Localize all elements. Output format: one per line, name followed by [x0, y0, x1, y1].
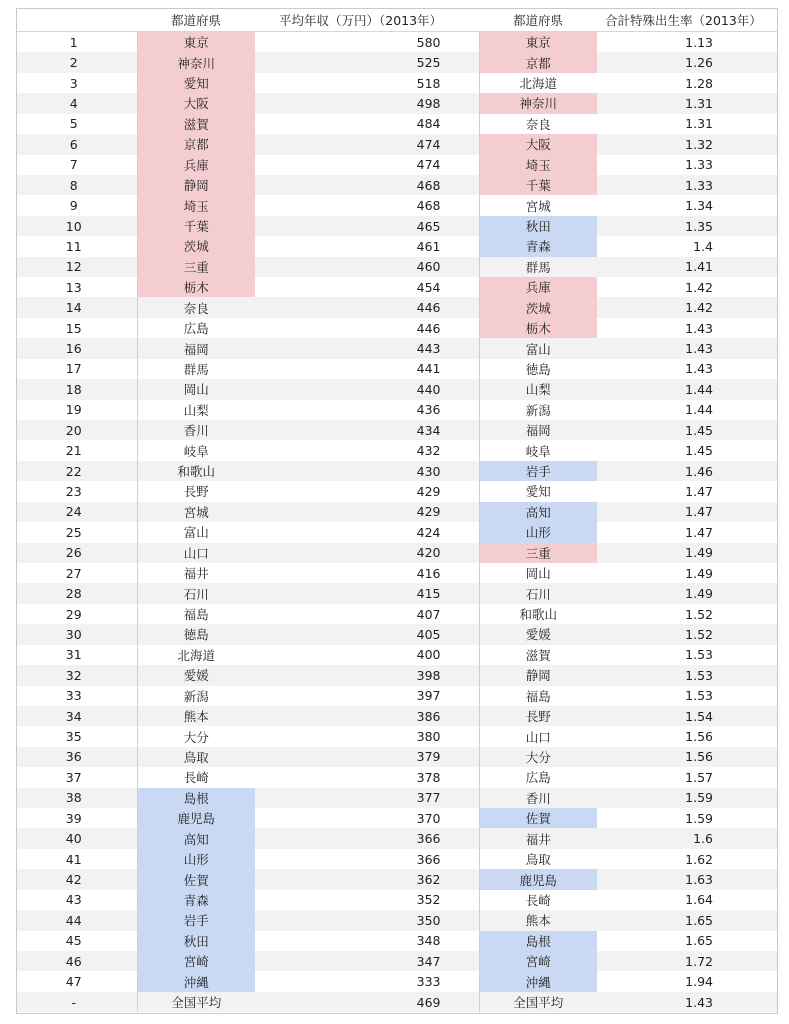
table-row — [17, 461, 777, 481]
table-row — [17, 297, 777, 317]
birthrate-prefecture-cell: 奈良 — [479, 114, 597, 134]
table-row — [17, 849, 777, 869]
birthrate-prefecture-cell: 福井 — [479, 828, 597, 848]
table-row — [17, 910, 777, 930]
rank-cell: 4 — [17, 93, 137, 113]
income-prefecture-cell: 岡山 — [137, 379, 255, 399]
birthrate-prefecture-cell: 鳥取 — [479, 849, 597, 869]
birthrate-value-cell: 1.45 — [685, 443, 713, 459]
birthrate-value-cell: 1.44 — [597, 379, 777, 399]
rank-cell: 20 — [17, 420, 137, 440]
income-value-cell: 465 — [255, 216, 479, 236]
income-prefecture-cell: 宮城 — [137, 502, 255, 522]
birthrate-prefecture-cell: 高知 — [479, 502, 597, 522]
income-value-cell: 362 — [255, 869, 479, 889]
table-row — [17, 828, 777, 848]
table-row — [17, 808, 777, 828]
birthrate-prefecture-cell: 滋賀 — [479, 645, 597, 665]
income-value-cell: 348 — [416, 933, 441, 949]
income-prefecture-cell: 石川 — [137, 583, 255, 603]
birthrate-prefecture-cell: 長崎 — [479, 890, 597, 910]
table-row — [17, 931, 777, 951]
birthrate-prefecture-cell: 香川 — [479, 788, 597, 808]
rank-cell: 36 — [17, 747, 137, 767]
table-row — [17, 726, 777, 746]
income-prefecture-cell: 京都 — [137, 134, 255, 154]
income-value-cell: 333 — [416, 974, 441, 990]
birthrate-value-cell: 1.62 — [685, 851, 713, 867]
header-prefecture-income: 都道府県 — [137, 9, 255, 32]
table-row — [17, 706, 777, 726]
income-value-cell: 460 — [255, 257, 479, 277]
table-row — [17, 236, 777, 256]
birthrate-prefecture-cell: 富山 — [479, 338, 597, 358]
income-value-cell: 446 — [255, 297, 479, 317]
birthrate-prefecture-cell: 静岡 — [479, 665, 597, 685]
birthrate-prefecture-cell: 兵庫 — [479, 277, 597, 297]
income-prefecture-cell: 沖縄 — [137, 971, 255, 991]
birthrate-prefecture-cell: 山形 — [479, 522, 597, 542]
rank-cell: 30 — [17, 624, 137, 644]
birthrate-prefecture-cell: 大阪 — [479, 134, 597, 154]
income-prefecture-cell: 香川 — [137, 420, 255, 440]
birthrate-value-cell: 1.44 — [685, 402, 713, 418]
table-row — [17, 890, 777, 910]
table-row — [17, 788, 777, 808]
rank-cell: 33 — [65, 688, 82, 704]
income-prefecture-cell: 岩手 — [137, 910, 255, 930]
birthrate-value-cell: 1.42 — [685, 279, 713, 295]
rank-cell: 19 — [65, 402, 82, 418]
income-value-cell: 443 — [255, 338, 479, 358]
income-prefecture-cell: 岐阜 — [137, 440, 255, 460]
income-value-cell: 407 — [416, 606, 441, 622]
income-value-cell: 498 — [255, 93, 479, 113]
birthrate-value-cell: 1.34 — [685, 198, 713, 214]
birthrate-prefecture-cell: 大分 — [479, 747, 597, 767]
birthrate-prefecture-cell: 福岡 — [479, 420, 597, 440]
income-value-cell: 350 — [255, 910, 479, 930]
income-prefecture-cell: 神奈川 — [137, 52, 255, 72]
birthrate-prefecture-cell: 山口 — [479, 726, 597, 746]
birthrate-value-cell: 1.63 — [597, 869, 777, 889]
rank-cell: 17 — [65, 361, 82, 377]
income-value-cell: 366 — [255, 828, 479, 848]
birthrate-value-cell: 1.59 — [597, 788, 777, 808]
birthrate-value-cell: 1.53 — [685, 647, 713, 663]
birthrate-value-cell: 1.65 — [597, 910, 777, 930]
birthrate-prefecture-cell: 岐阜 — [479, 440, 597, 460]
rank-cell: 21 — [65, 443, 82, 459]
income-value-cell: 518 — [416, 75, 441, 91]
rank-cell: 3 — [69, 75, 78, 91]
income-value-cell: 424 — [416, 524, 441, 540]
income-prefecture-cell: 福島 — [137, 604, 255, 624]
income-prefecture-cell: 三重 — [137, 257, 255, 277]
income-prefecture-cell: 徳島 — [137, 624, 255, 644]
rank-cell: 26 — [17, 543, 137, 563]
birthrate-prefecture-cell: 宮崎 — [479, 951, 597, 971]
income-prefecture-cell: 東京 — [137, 32, 255, 53]
income-value-cell: 446 — [416, 320, 441, 336]
header-row — [17, 9, 777, 32]
income-value-cell: 461 — [416, 238, 441, 254]
table-row — [17, 686, 777, 706]
income-prefecture-cell: 全国平均 — [137, 992, 255, 1012]
header-average-income: 平均年収（万円）（2013年） — [255, 9, 479, 32]
table-row — [17, 767, 777, 787]
table-row — [17, 216, 777, 236]
table-row — [17, 175, 777, 195]
birthrate-value-cell: 1.32 — [597, 134, 777, 154]
table-row — [17, 114, 777, 134]
birthrate-prefecture-cell: 徳島 — [479, 359, 597, 379]
income-prefecture-cell: 高知 — [137, 828, 255, 848]
income-prefecture-cell: 滋賀 — [137, 114, 255, 134]
income-prefecture-cell: 熊本 — [137, 706, 255, 726]
birthrate-prefecture-cell: 島根 — [479, 931, 597, 951]
rank-cell: 24 — [17, 502, 137, 522]
birthrate-value-cell: 1.49 — [685, 565, 713, 581]
income-value-cell: 429 — [255, 502, 479, 522]
rank-cell: 39 — [65, 810, 82, 826]
header-rank — [17, 9, 137, 32]
income-value-cell: 380 — [416, 729, 441, 745]
rank-cell: 12 — [17, 257, 137, 277]
birthrate-value-cell: 1.31 — [597, 93, 777, 113]
income-value-cell: 469 — [255, 992, 479, 1012]
birthrate-value-cell: 1.53 — [685, 688, 713, 704]
income-value-cell: 379 — [255, 747, 479, 767]
rank-cell: 5 — [69, 116, 78, 132]
income-prefecture-cell: 佐賀 — [137, 869, 255, 889]
table-row — [17, 338, 777, 358]
birthrate-value-cell: 1.33 — [685, 157, 713, 173]
rank-cell: - — [17, 992, 137, 1012]
income-prefecture-cell: 福井 — [137, 563, 255, 583]
birthrate-value-cell: 1.31 — [685, 116, 713, 132]
table-row — [17, 400, 777, 420]
table-row — [17, 32, 777, 53]
rank-cell: 37 — [65, 769, 82, 785]
birthrate-value-cell: 1.42 — [597, 297, 777, 317]
income-value-cell: 468 — [255, 175, 479, 195]
birthrate-prefecture-cell: 群馬 — [479, 257, 597, 277]
income-prefecture-cell: 山梨 — [137, 400, 255, 420]
income-prefecture-cell: 和歌山 — [137, 461, 255, 481]
income-value-cell: 429 — [416, 483, 441, 499]
income-prefecture-cell: 宮崎 — [137, 951, 255, 971]
rank-cell: 8 — [17, 175, 137, 195]
income-prefecture-cell: 新潟 — [137, 686, 255, 706]
rank-cell: 42 — [17, 869, 137, 889]
income-prefecture-cell: 秋田 — [137, 931, 255, 951]
income-prefecture-cell: 青森 — [137, 890, 255, 910]
rank-cell: 43 — [65, 892, 82, 908]
income-value-cell: 580 — [416, 34, 441, 50]
table-row — [17, 543, 777, 563]
birthrate-prefecture-cell: 北海道 — [479, 73, 597, 93]
birthrate-value-cell: 1.49 — [597, 583, 777, 603]
birthrate-value-cell: 1.46 — [597, 461, 777, 481]
table-row — [17, 481, 777, 501]
birthrate-prefecture-cell: 山梨 — [479, 379, 597, 399]
rank-cell: 14 — [17, 297, 137, 317]
income-value-cell: 352 — [416, 892, 441, 908]
table-row — [17, 420, 777, 440]
rank-cell: 10 — [17, 216, 137, 236]
birthrate-value-cell: 1.43 — [597, 992, 777, 1012]
income-value-cell: 398 — [255, 665, 479, 685]
rank-cell: 46 — [17, 951, 137, 971]
income-value-cell: 400 — [416, 647, 441, 663]
birthrate-prefecture-cell: 三重 — [479, 543, 597, 563]
birthrate-prefecture-cell: 全国平均 — [479, 992, 597, 1012]
rank-cell: 41 — [65, 851, 82, 867]
income-prefecture-cell: 広島 — [137, 318, 255, 338]
income-value-cell: 436 — [416, 402, 441, 418]
table-row — [17, 951, 777, 971]
table-row — [17, 645, 777, 665]
rank-cell: 47 — [65, 974, 82, 990]
income-prefecture-cell: 大阪 — [137, 93, 255, 113]
birthrate-prefecture-cell: 秋田 — [479, 216, 597, 236]
birthrate-value-cell: 1.59 — [685, 810, 713, 826]
birthrate-value-cell: 1.13 — [685, 34, 713, 50]
rank-cell: 45 — [65, 933, 82, 949]
rank-cell: 15 — [65, 320, 82, 336]
income-value-cell: 416 — [416, 565, 441, 581]
rank-cell: 25 — [65, 524, 82, 540]
income-prefecture-cell: 奈良 — [137, 297, 255, 317]
income-value-cell: 441 — [416, 361, 441, 377]
table-row — [17, 318, 777, 338]
income-prefecture-cell: 福岡 — [137, 338, 255, 358]
income-prefecture-cell: 長崎 — [137, 767, 255, 787]
rank-cell: 35 — [65, 729, 82, 745]
rank-cell: 1 — [69, 34, 78, 50]
table-row — [17, 747, 777, 767]
table-row — [17, 359, 777, 379]
income-value-cell: 525 — [255, 52, 479, 72]
birthrate-value-cell: 1.65 — [685, 933, 713, 949]
birthrate-prefecture-cell: 福島 — [479, 686, 597, 706]
income-value-cell: 474 — [255, 134, 479, 154]
table-row — [17, 93, 777, 113]
table-row — [17, 992, 777, 1012]
birthrate-prefecture-cell: 岡山 — [479, 563, 597, 583]
table-row — [17, 502, 777, 522]
income-prefecture-cell: 山口 — [137, 543, 255, 563]
rank-cell: 22 — [17, 461, 137, 481]
rank-cell: 44 — [17, 910, 137, 930]
income-prefecture-cell: 島根 — [137, 788, 255, 808]
birthrate-value-cell: 1.64 — [685, 892, 713, 908]
table-row — [17, 583, 777, 603]
rank-cell: 29 — [65, 606, 82, 622]
birthrate-value-cell: 1.57 — [685, 769, 713, 785]
birthrate-prefecture-cell: 埼玉 — [479, 155, 597, 175]
header-prefecture-birthrate: 都道府県 — [479, 9, 597, 32]
income-prefecture-cell: 群馬 — [137, 359, 255, 379]
income-prefecture-cell: 兵庫 — [137, 155, 255, 175]
birthrate-value-cell: 1.35 — [597, 216, 777, 236]
income-prefecture-cell: 愛媛 — [137, 665, 255, 685]
income-value-cell: 430 — [255, 461, 479, 481]
income-value-cell: 484 — [416, 116, 441, 132]
birthrate-value-cell: 1.28 — [685, 75, 713, 91]
income-value-cell: 415 — [255, 583, 479, 603]
birthrate-value-cell: 1.45 — [597, 420, 777, 440]
birthrate-value-cell: 1.53 — [597, 665, 777, 685]
table-row — [17, 134, 777, 154]
income-value-cell: 454 — [416, 279, 441, 295]
income-value-cell: 366 — [416, 851, 441, 867]
table-row — [17, 522, 777, 542]
income-prefecture-cell: 山形 — [137, 849, 255, 869]
birthrate-prefecture-cell: 愛知 — [479, 481, 597, 501]
birthrate-prefecture-cell: 長野 — [479, 706, 597, 726]
table-row — [17, 195, 777, 215]
table-row — [17, 155, 777, 175]
table-row — [17, 440, 777, 460]
income-prefecture-cell: 愛知 — [137, 73, 255, 93]
income-prefecture-cell: 静岡 — [137, 175, 255, 195]
income-prefecture-cell: 長野 — [137, 481, 255, 501]
income-prefecture-cell: 千葉 — [137, 216, 255, 236]
birthrate-prefecture-cell: 岩手 — [479, 461, 597, 481]
income-value-cell: 468 — [416, 198, 441, 214]
birthrate-value-cell: 1.94 — [685, 974, 713, 990]
birthrate-prefecture-cell: 東京 — [479, 32, 597, 53]
header-birthrate: 合計特殊出生率（2013年） — [597, 9, 777, 32]
table-row — [17, 869, 777, 889]
table-row — [17, 624, 777, 644]
income-value-cell: 420 — [255, 543, 479, 563]
income-value-cell: 370 — [416, 810, 441, 826]
rank-cell: 9 — [69, 198, 78, 214]
rank-cell: 23 — [65, 483, 82, 499]
birthrate-value-cell: 1.54 — [597, 706, 777, 726]
birthrate-prefecture-cell: 和歌山 — [479, 604, 597, 624]
income-value-cell: 347 — [255, 951, 479, 971]
rank-cell: 27 — [65, 565, 82, 581]
table-row — [17, 257, 777, 277]
birthrate-value-cell: 1.4 — [693, 238, 713, 254]
birthrate-value-cell: 1.52 — [597, 624, 777, 644]
birthrate-value-cell: 1.26 — [597, 52, 777, 72]
rank-cell: 18 — [17, 379, 137, 399]
birthrate-prefecture-cell: 宮城 — [479, 195, 597, 215]
birthrate-prefecture-cell: 千葉 — [479, 175, 597, 195]
birthrate-prefecture-cell: 京都 — [479, 52, 597, 72]
birthrate-prefecture-cell: 沖縄 — [479, 971, 597, 991]
birthrate-value-cell: 1.49 — [597, 543, 777, 563]
birthrate-value-cell: 1.43 — [597, 338, 777, 358]
income-prefecture-cell: 鹿児島 — [137, 808, 255, 828]
birthrate-value-cell: 1.43 — [685, 320, 713, 336]
birthrate-value-cell: 1.33 — [597, 175, 777, 195]
birthrate-value-cell: 1.47 — [685, 524, 713, 540]
table-row — [17, 665, 777, 685]
income-value-cell: 377 — [255, 788, 479, 808]
birthrate-value-cell: 1.47 — [685, 483, 713, 499]
rank-cell: 38 — [17, 788, 137, 808]
income-prefecture-cell: 北海道 — [137, 645, 255, 665]
rank-cell: 40 — [17, 828, 137, 848]
birthrate-prefecture-cell: 佐賀 — [479, 808, 597, 828]
prefecture-ranking-table — [17, 9, 777, 1012]
income-prefecture-cell: 栃木 — [137, 277, 255, 297]
birthrate-prefecture-cell: 熊本 — [479, 910, 597, 930]
birthrate-value-cell: 1.47 — [597, 502, 777, 522]
income-prefecture-cell: 富山 — [137, 522, 255, 542]
birthrate-value-cell: 1.41 — [597, 257, 777, 277]
birthrate-prefecture-cell: 神奈川 — [479, 93, 597, 113]
data-sheet — [16, 8, 778, 1014]
table-row — [17, 563, 777, 583]
rank-cell: 6 — [17, 134, 137, 154]
income-prefecture-cell: 大分 — [137, 726, 255, 746]
birthrate-prefecture-cell: 鹿児島 — [479, 869, 597, 889]
table-row — [17, 277, 777, 297]
income-value-cell: 432 — [416, 443, 441, 459]
income-value-cell: 434 — [255, 420, 479, 440]
birthrate-prefecture-cell: 青森 — [479, 236, 597, 256]
income-value-cell: 474 — [416, 157, 441, 173]
table-row — [17, 52, 777, 72]
income-value-cell: 386 — [255, 706, 479, 726]
table-body — [17, 32, 777, 1013]
rank-cell: 11 — [65, 238, 82, 254]
rank-cell: 31 — [65, 647, 82, 663]
rank-cell: 28 — [17, 583, 137, 603]
rank-cell: 16 — [17, 338, 137, 358]
income-prefecture-cell: 鳥取 — [137, 747, 255, 767]
birthrate-prefecture-cell: 栃木 — [479, 318, 597, 338]
birthrate-value-cell: 1.6 — [597, 828, 777, 848]
rank-cell: 2 — [17, 52, 137, 72]
birthrate-value-cell: 1.72 — [597, 951, 777, 971]
income-value-cell: 397 — [416, 688, 441, 704]
birthrate-value-cell: 1.56 — [685, 729, 713, 745]
table-row — [17, 73, 777, 93]
birthrate-prefecture-cell: 石川 — [479, 583, 597, 603]
birthrate-value-cell: 1.56 — [597, 747, 777, 767]
birthrate-value-cell: 1.52 — [685, 606, 713, 622]
table-row — [17, 971, 777, 991]
table-row — [17, 379, 777, 399]
table-row — [17, 604, 777, 624]
rank-cell: 34 — [17, 706, 137, 726]
income-value-cell: 440 — [255, 379, 479, 399]
income-prefecture-cell: 埼玉 — [137, 195, 255, 215]
income-value-cell: 405 — [255, 624, 479, 644]
rank-cell: 13 — [65, 279, 82, 295]
birthrate-prefecture-cell: 茨城 — [479, 297, 597, 317]
birthrate-prefecture-cell: 広島 — [479, 767, 597, 787]
rank-cell: 7 — [69, 157, 78, 173]
birthrate-value-cell: 1.43 — [685, 361, 713, 377]
birthrate-prefecture-cell: 愛媛 — [479, 624, 597, 644]
income-value-cell: 378 — [416, 769, 441, 785]
birthrate-prefecture-cell: 新潟 — [479, 400, 597, 420]
income-prefecture-cell: 茨城 — [137, 236, 255, 256]
rank-cell: 32 — [17, 665, 137, 685]
